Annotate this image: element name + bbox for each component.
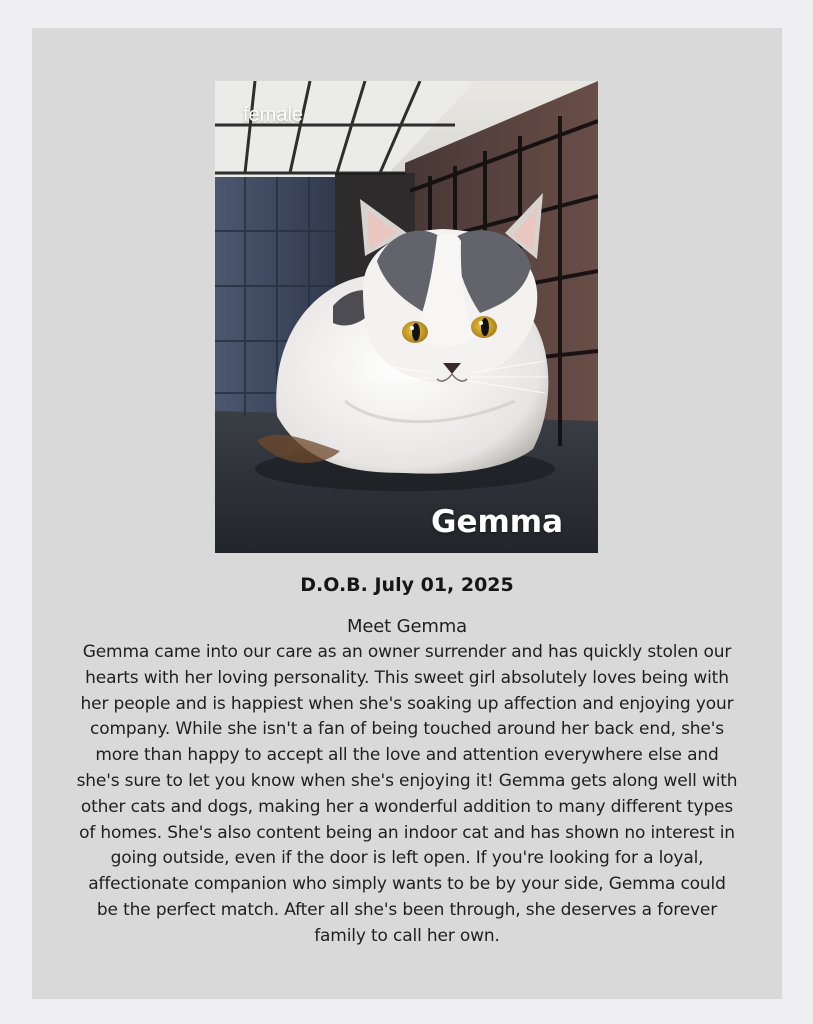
bio-line: more than happy to accept all the love and attention everywhere else and [95, 745, 719, 766]
photo-gender-label: female [243, 104, 304, 126]
bio-title: Meet Gemma [346, 616, 468, 637]
cat-photo [215, 81, 598, 553]
bio-line: she's sure to let you know when she's enjoying it! Gemma gets along well with [76, 770, 738, 791]
bio-section [44, 614, 770, 950]
photo-name-label: Gemma [431, 504, 563, 540]
bio-line: company. While she isn't a fan of being touched around her back end, she's [90, 719, 724, 740]
bio-line: of homes. She's also content being an indoor cat and has shown no interest in [79, 822, 735, 843]
bio-line: be the perfect match. After all she's been through, she deserves a forever [96, 899, 718, 920]
bio-line: other cats and dogs, making her a wonderful addition to many different types [80, 796, 734, 817]
adoption-card [32, 28, 782, 999]
bio-line: Gemma came into our care as an owner surrender and has quickly stolen our [82, 642, 732, 662]
cat-photo-illustration [215, 81, 598, 553]
bio-line: going outside, even if the door is left open. If you're looking for a loyal, [110, 848, 704, 869]
bio-line: her people and is happiest when she's soaking up affection and enjoying your [80, 693, 734, 714]
bio-line: family to call her own. [314, 925, 500, 946]
bio-line: affectionate companion who simply wants to be by your side, Gemma could [88, 874, 726, 895]
bio-line: hearts with her loving personality. This sweet girl absolutely loves being with [85, 667, 729, 688]
date-of-birth: D.O.B. July 01, 2025 [300, 574, 514, 596]
